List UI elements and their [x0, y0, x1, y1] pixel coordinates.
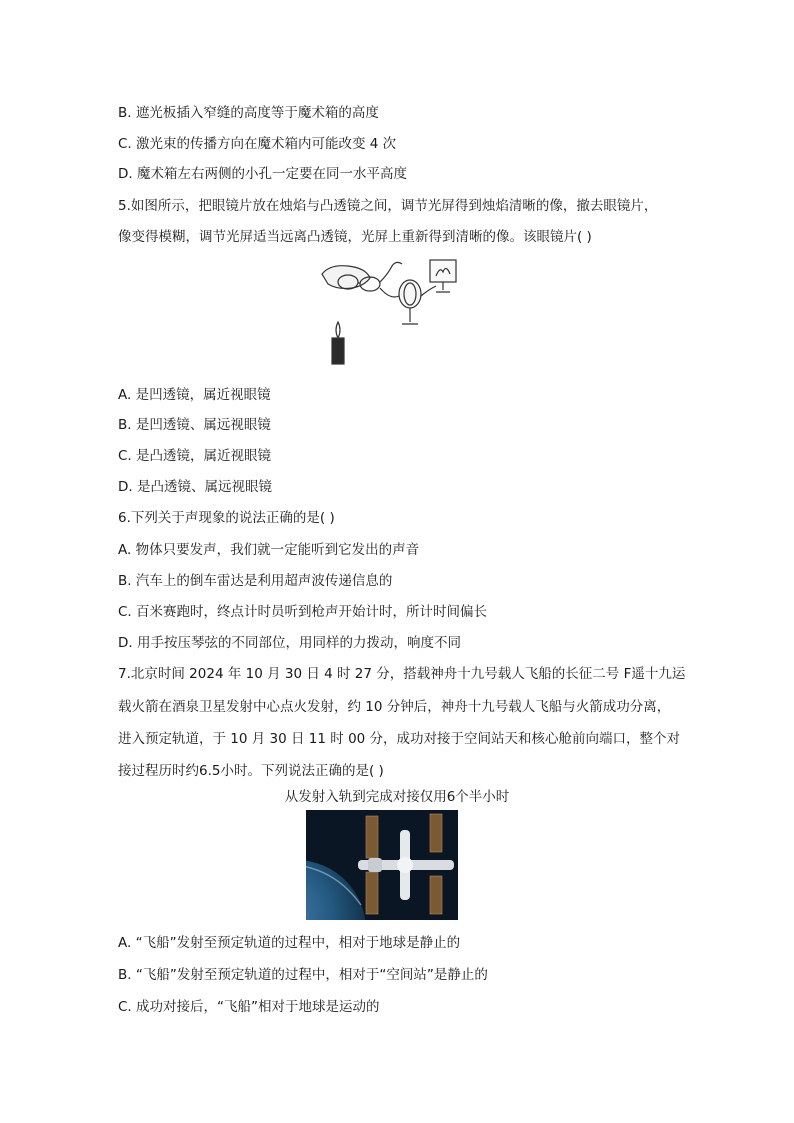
- q7-stem-line-4: 接过程历时约6.5小时。下列说法正确的是( ): [118, 763, 384, 779]
- q4-option-d: D. 魔术箱左右两侧的小孔一定要在同一水平高度: [118, 166, 407, 182]
- q7-stem-line-2: 载火箭在酒泉卫星发射中心点火发射，约 10 分钟后，神舟十九号载人飞船与火箭成功分离，: [118, 699, 671, 715]
- q5-option-d: D. 是凸透镜、属远视眼镜: [118, 479, 272, 495]
- q7-stem-line-3: 进入预定轨道，于 10 月 30 日 11 时 00 分，成功对接于空间站天和核心舱前向端口，整个对: [118, 731, 681, 747]
- q5-stem-line-2: 像变得模糊，调节光屏适当远离凸透镜，光屏上重新得到清晰的像。该眼镜片( ): [118, 229, 592, 245]
- q5-lens-experiment-figure: [318, 256, 466, 366]
- q6-option-d: D. 用手按压琴弦的不同部位，用同样的力拨动，响度不同: [118, 635, 461, 651]
- q6-option-a: A. 物体只要发声，我们就一定能听到它发出的声音: [118, 542, 420, 558]
- q5-stem-line-1: 5.如图所示，把眼镜片放在烛焰与凸透镜之间，调节光屏得到烛焰清晰的像，撤去眼镜片，: [118, 198, 658, 214]
- q6-option-c: C. 百米赛跑时，终点计时员听到枪声开始计时，所计时间偏长: [118, 604, 488, 620]
- q7-figure-caption: 从发射入轨到完成对接仅用6个半小时: [284, 789, 510, 805]
- q4-option-b: B. 遮光板插入窄缝的高度等于魔术箱的高度: [118, 105, 379, 121]
- q7-option-a: A. “飞船”发射至预定轨道的过程中，相对于地球是静止的: [118, 935, 461, 951]
- q5-option-c: C. 是凸透镜，属近视眼镜: [118, 448, 272, 464]
- q7-option-c: C. 成功对接后，“飞船”相对于地球是运动的: [118, 999, 380, 1015]
- candle-icon: [332, 338, 344, 364]
- q5-option-a: A. 是凹透镜，属近视眼镜: [118, 387, 271, 403]
- q6-option-b: B. 汽车上的倒车雷达是利用超声波传递信息的: [118, 573, 393, 589]
- hand-icon: [322, 266, 370, 289]
- q7-option-b: B. “飞船”发射至预定轨道的过程中，相对于“空间站”是静止的: [118, 967, 488, 983]
- q4-option-c: C. 激光束的传播方向在魔术箱内可能改变 4 次: [118, 136, 397, 152]
- q6-stem: 6.下列关于声现象的说法正确的是( ): [118, 510, 335, 526]
- space-station-photo: [306, 810, 458, 920]
- q7-stem-line-1: 7.北京时间 2024 年 10 月 30 日 4 时 27 分，搭载神舟十九号载人飞船的长征二号 F遥十九运: [118, 666, 686, 682]
- flame-icon: [336, 322, 340, 338]
- convex-lens-icon: [399, 280, 421, 308]
- q5-option-b: B. 是凹透镜、属远视眼镜: [118, 417, 271, 433]
